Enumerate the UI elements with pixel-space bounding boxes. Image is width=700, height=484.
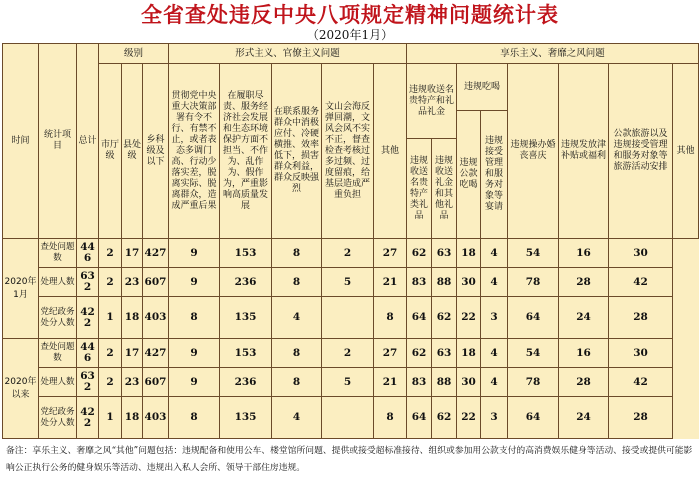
value-cell: 64 <box>407 397 432 439</box>
value-cell: 28 <box>609 297 673 339</box>
header-formalism-other: 其他 <box>374 64 407 239</box>
value-cell: 64 <box>508 397 559 439</box>
value-cell: 28 <box>559 368 609 397</box>
value-cell: 27 <box>374 239 407 268</box>
header-meal-group: 违规吃喝 <box>457 64 508 111</box>
value-cell: 88 <box>432 268 457 297</box>
header-time: 时间 <box>3 44 39 239</box>
value-cell: 8 <box>374 297 407 339</box>
value-cell: 62 <box>432 297 457 339</box>
value-cell: 4 <box>481 239 508 268</box>
header-level-township: 乡科级及以下 <box>143 64 169 239</box>
value-cell: 28 <box>609 397 673 439</box>
value-cell: 88 <box>432 368 457 397</box>
header-gift-2: 违规收送礼金和其他礼品 <box>432 139 457 239</box>
value-cell: 403 <box>143 297 169 339</box>
value-cell: 30 <box>609 339 673 368</box>
value-cell: 427 <box>143 239 169 268</box>
header-formalism-3: 在联系服务群众中消极应付、冷硬横推、效率低下，损害群众利益，群众反映强烈 <box>272 64 322 239</box>
value-cell: 4 <box>481 339 508 368</box>
value-cell: 8 <box>374 397 407 439</box>
header-travel: 公款旅游以及违规接受管理和服务对象等旅游活动安排 <box>609 64 673 239</box>
header-stat-item: 统计项目 <box>39 44 77 239</box>
value-cell: 64 <box>508 297 559 339</box>
value-cell: 23 <box>122 368 143 397</box>
value-cell: 30 <box>609 239 673 268</box>
table-row <box>3 239 699 268</box>
value-cell: 236 <box>220 268 272 297</box>
header-level-group: 级别 <box>99 44 169 64</box>
table-subtitle: （2020年1月） <box>306 28 394 42</box>
header-formalism-2: 在履职尽责、服务经济社会发展和生态环境保护方面不担当、不作为、乱作为、假作为，严重影响高质量发展 <box>220 64 272 239</box>
value-cell: 422 <box>77 297 99 339</box>
value-cell: 4 <box>272 397 322 439</box>
value-cell: 446 <box>77 239 99 268</box>
value-cell: 16 <box>559 239 609 268</box>
row-label: 处理人数 <box>39 368 77 397</box>
value-cell: 8 <box>272 339 322 368</box>
value-cell: 8 <box>272 239 322 268</box>
value-cell: 21 <box>374 268 407 297</box>
value-cell: 8 <box>272 268 322 297</box>
value-cell: 63 <box>432 239 457 268</box>
value-cell: 28 <box>559 268 609 297</box>
value-cell: 3 <box>481 397 508 439</box>
row-label: 党纪政务处分人数 <box>39 397 77 439</box>
footnote: 备注：享乐主义、奢靡之风“其他”问题包括：违规配备和使用公车、楼堂馆所问题、提供或接受超标准接待、组织或参加用公款支付的高消费娱乐健身等活动、接受或提供可能影响公正执行公务的健身娱乐等活动、违规出入私人会所、领导干部住房违规。 <box>6 446 693 473</box>
value-cell: 62 <box>407 339 432 368</box>
statistics-table <box>2 43 699 439</box>
value-cell: 83 <box>407 268 432 297</box>
value-cell: 3 <box>481 297 508 339</box>
value-cell: 42 <box>609 268 673 297</box>
header-hedonism-other: 其他 <box>673 64 699 239</box>
value-cell: 64 <box>407 297 432 339</box>
value-cell: 17 <box>122 239 143 268</box>
table-row <box>3 297 699 339</box>
value-cell: 21 <box>374 368 407 397</box>
value-cell: 4 <box>481 368 508 397</box>
time-cell: 2020年1月 <box>3 239 39 339</box>
value-cell: 2 <box>322 239 374 268</box>
header-row-2 <box>3 64 699 111</box>
value-cell: 54 <box>508 239 559 268</box>
value-cell: 22 <box>457 297 481 339</box>
value-cell: 1 <box>99 297 122 339</box>
value-cell: 4 <box>481 268 508 297</box>
value-cell: 9 <box>169 339 220 368</box>
header-gift-1: 违规收送名贵特产类礼品 <box>407 139 432 239</box>
value-cell: 18 <box>457 339 481 368</box>
value-cell: 153 <box>220 339 272 368</box>
value-cell: 8 <box>169 297 220 339</box>
value-cell: 2 <box>322 339 374 368</box>
value-cell: 632 <box>77 368 99 397</box>
value-cell: 9 <box>169 368 220 397</box>
header-gift-group: 违规收送名贵特产和礼品礼金 <box>407 64 457 139</box>
value-cell: 5 <box>322 268 374 297</box>
value-cell: 153 <box>220 239 272 268</box>
value-cell: 83 <box>407 368 432 397</box>
value-cell: 2 <box>99 368 122 397</box>
value-cell: 30 <box>457 268 481 297</box>
value-cell: 8 <box>272 368 322 397</box>
value-cell: 42 <box>609 368 673 397</box>
value-cell: 2 <box>99 239 122 268</box>
row-label: 查处问题数 <box>39 339 77 368</box>
header-total: 总计 <box>77 44 99 239</box>
value-cell: 17 <box>122 339 143 368</box>
value-cell: 446 <box>77 339 99 368</box>
value-cell: 135 <box>220 397 272 439</box>
value-cell: 403 <box>143 397 169 439</box>
value-cell: 9 <box>169 268 220 297</box>
table-title: 全省查处违反中央八项规定精神问题统计表 <box>141 3 559 27</box>
header-row-1 <box>3 44 699 64</box>
value-cell: 23 <box>122 268 143 297</box>
header-level-county: 县处级 <box>122 64 143 239</box>
value-cell: 54 <box>508 339 559 368</box>
value-cell: 1 <box>99 397 122 439</box>
value-cell: 2 <box>99 339 122 368</box>
value-cell: 62 <box>432 397 457 439</box>
row-label: 处理人数 <box>39 268 77 297</box>
value-cell: 16 <box>559 339 609 368</box>
value-cell: 427 <box>143 339 169 368</box>
value-cell: 2 <box>99 268 122 297</box>
value-cell <box>322 297 374 339</box>
header-meal-1: 违规公款吃喝 <box>457 111 481 239</box>
row-label: 查处问题数 <box>39 239 77 268</box>
time-cell: 2020年以来 <box>3 339 39 439</box>
header-formalism-1: 贯彻党中央重大决策部署有令不行、有禁不止，或者表态多调门高、行动少落实差，脱离实际、脱离群众，造成严重后果 <box>169 64 220 239</box>
value-cell: 4 <box>272 297 322 339</box>
table-body <box>3 44 699 439</box>
value-cell: 24 <box>559 297 609 339</box>
value-cell: 236 <box>220 368 272 397</box>
header-formalism-4: 文山会海反弹回潮，文风会风不实不正，督查检查考核过多过频、过度留痕，给基层造成严重负担 <box>322 64 374 239</box>
value-cell: 78 <box>508 368 559 397</box>
header-level-city: 市厅级 <box>99 64 122 239</box>
value-cell: 18 <box>122 397 143 439</box>
value-cell: 5 <box>322 368 374 397</box>
value-cell: 607 <box>143 268 169 297</box>
value-cell: 27 <box>374 339 407 368</box>
header-formalism-group: 形式主义、官僚主义问题 <box>169 44 407 64</box>
table-row <box>3 397 699 439</box>
value-cell: 22 <box>457 397 481 439</box>
header-wedding: 违规操办婚丧喜庆 <box>508 64 559 239</box>
table-row <box>3 339 699 368</box>
value-cell: 18 <box>457 239 481 268</box>
value-cell: 135 <box>220 297 272 339</box>
header-allowance: 违规发放津补贴或福利 <box>559 64 609 239</box>
table-row <box>3 368 699 397</box>
header-hedonism-group: 享乐主义、奢靡之风问题 <box>407 44 699 64</box>
value-cell: 62 <box>407 239 432 268</box>
value-cell: 24 <box>559 397 609 439</box>
value-cell: 607 <box>143 368 169 397</box>
value-cell: 63 <box>432 339 457 368</box>
value-cell: 30 <box>457 368 481 397</box>
value-cell: 632 <box>77 268 99 297</box>
value-cell: 422 <box>77 397 99 439</box>
value-cell: 18 <box>122 297 143 339</box>
value-cell: 78 <box>508 268 559 297</box>
value-cell <box>322 397 374 439</box>
row-label: 党纪政务处分人数 <box>39 297 77 339</box>
table-row <box>3 268 699 297</box>
header-meal-2: 违规接受管理和服务对象等宴请 <box>481 111 508 239</box>
value-cell: 8 <box>169 397 220 439</box>
value-cell: 9 <box>169 239 220 268</box>
